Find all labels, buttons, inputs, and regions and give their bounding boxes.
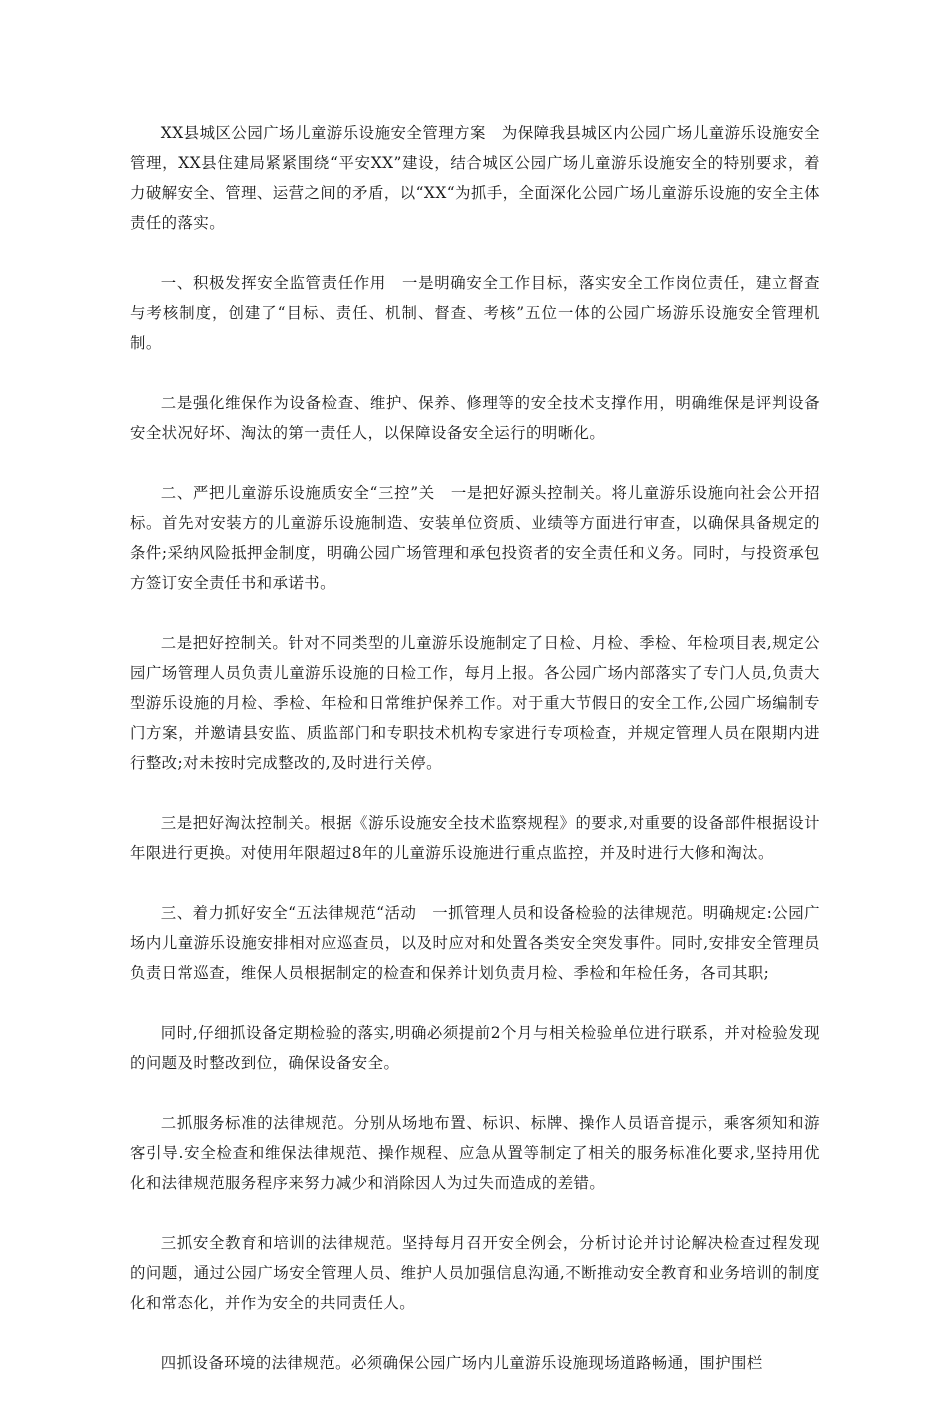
paragraph-intro: XX县城区公园广场儿童游乐设施安全管理方案 为保障我县城区内公园广场儿童游乐设施安全管理，XX县住建局紧紧围绕“平安XX”建设，结合城区公园广场儿童游乐设施安全的特别要求，着力破解安全、管理、运营之间的矛盾，以“XX“为抓手，全面深化公园广场儿童游乐设施的安全主体责任的落实。: [130, 124, 820, 232]
paragraph-section-3: 三、着力抓好安全“五法律规范“活动 一抓管理人员和设备检验的法律规范。明确规定:公园广场内儿童游乐设施安排相对应巡查员，以及时应对和处置各类安全突发事件。同时,安排安全管理员负责日常巡查，维保人员根据制定的检查和保养计划负责月检、季检和年检任务，各司其职;: [130, 904, 820, 982]
paragraph-section-1-item-2: 二是强化维保作为设备检查、维护、保养、修理等的安全技术支撑作用，明确维保是评判设备安全状况好坏、淘汰的第一责任人，以保障设备安全运行的明晰化。: [130, 394, 820, 442]
document-page: [130, 118, 820, 1408]
paragraph-section-3-item-3: 三抓安全教育和培训的法律规范。坚持每月召开安全例会，分析讨论并讨论解决检查过程发现的问题，通过公园广场安全管理人员、维护人员加强信息沟通,不断推动安全教育和业务培训的制度化和常态化，并作为安全的共同责任人。: [130, 1234, 820, 1312]
paragraph-section-3-item-2: 二抓服务标准的法律规范。分别从场地布置、标识、标牌、操作人员语音提示，乘客须知和游客引导.安全检查和维保法律规范、操作规程、应急从置等制定了相关的服务标准化要求,坚持用优化和法律规范服务程序来努力减少和消除因人为过失而造成的差错。: [130, 1114, 820, 1192]
paragraph-section-2-item-2: 二是把好控制关。针对不同类型的儿童游乐设施制定了日检、月检、季检、年检项目表,规定公园广场管理人员负责儿童游乐设施的日检工作，每月上报。各公园广场内部落实了专门人员,负责大型游乐设施的月检、季检、年检和日常维护保养工作。对于重大节假日的安全工作,公园广场编制专门方案，并邀请县安监、质监部门和专职技术机构专家进行专项检查，并规定管理人员在限期内进行整改;对未按时完成整改的,及时进行关停。: [130, 634, 820, 772]
paragraph-section-2-item-3: 三是把好淘汰控制关。根据《游乐设施安全技术监察规程》的要求,对重要的设备部件根据设计年限进行更换。对使用年限超过8年的儿童游乐设施进行重点监控，并及时进行大修和淘汰。: [130, 814, 820, 862]
paragraph-section-1: 一、积极发挥安全监管责任作用 一是明确安全工作目标，落实安全工作岗位责任，建立督查与考核制度，创建了“目标、责任、机制、督查、考核”五位一体的公园广场游乐设施安全管理机制。: [130, 274, 820, 352]
paragraph-section-3-item-4: 四抓设备环境的法律规范。必须确保公园广场内儿童游乐设施现场道路畅通，围护围栏: [160, 1354, 763, 1372]
paragraph-section-3-continued: 同时,仔细抓设备定期检验的落实,明确必须提前2个月与相关检验单位进行联系，并对检验发现的问题及时整改到位，确保设备安全。: [130, 1024, 820, 1072]
paragraph-section-2: 二、严把儿童游乐设施质安全“三控”关 一是把好源头控制关。将儿童游乐设施向社会公开招标。首先对安装方的儿童游乐设施制造、安装单位资质、业绩等方面进行审查，以确保具备规定的条件;采纳风险抵押金制度，明确公园广场管理和承包投资者的安全责任和义务。同时，与投资承包方签订安全责任书和承诺书。: [130, 484, 820, 592]
